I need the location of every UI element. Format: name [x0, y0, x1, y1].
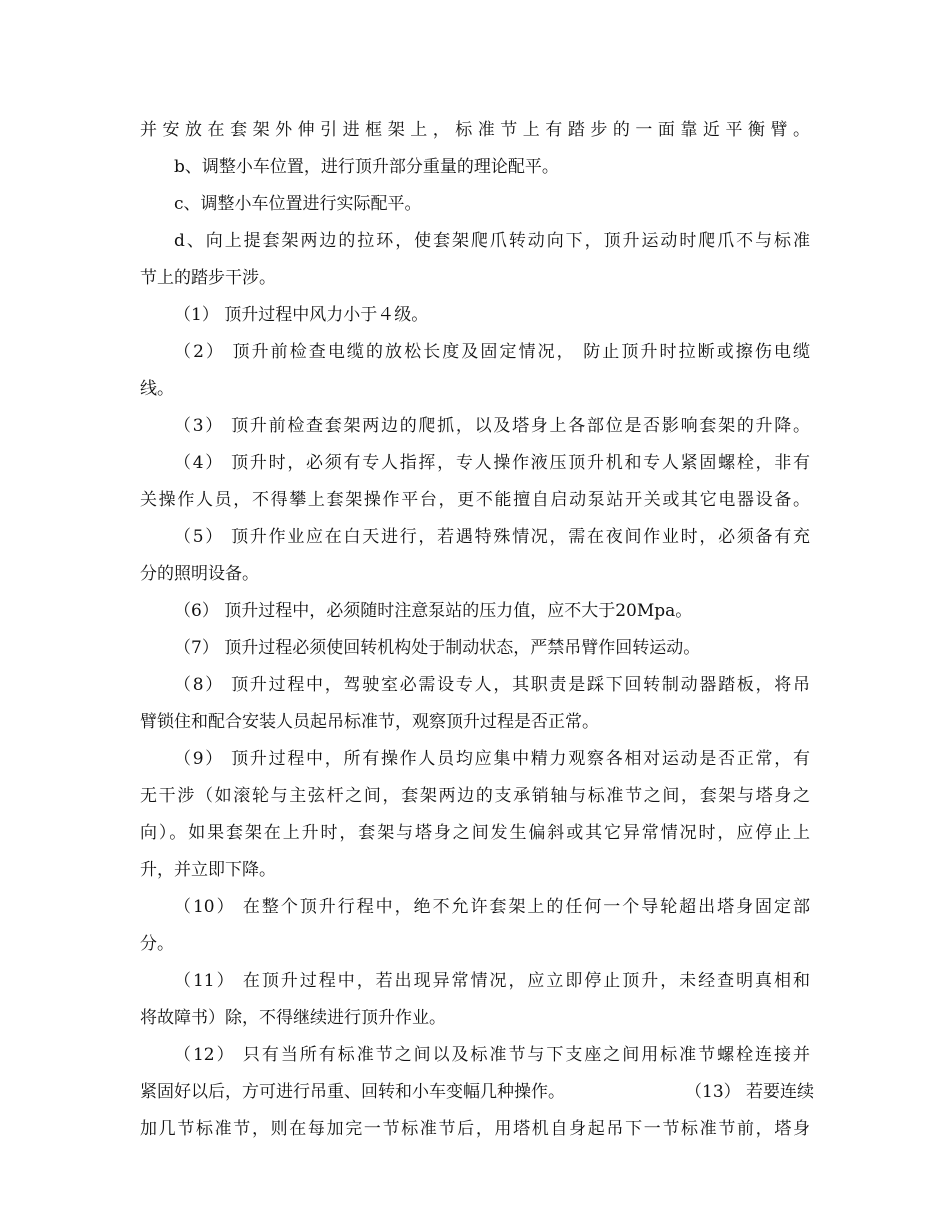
text-line-19: 无干涉（如滚轮与主弦杆之间，套架两边的支承销轴与标准节之间，套架与塔身之	[140, 786, 810, 806]
text-line-2: b、调整小车位置，进行顶升部分重量的理论配平。	[174, 157, 559, 177]
text-line-12: （5） 顶升作业应在白天进行，若遇特殊情况，需在夜间作业时，必须备有充	[174, 527, 810, 547]
text-line-1: 并安放在套架外伸引进框架上，标准节上有踏步的一面靠近平衡臂。	[140, 120, 810, 140]
text-line-17: 臂锁住和配合安装人员起吊标准节，观察顶升过程是否正常。	[140, 712, 599, 732]
text-line-7: （2） 顶升前检查电缆的放松长度及固定情况， 防止顶升时拉断或擦伤电缆	[174, 342, 810, 362]
text-line-28: 加几节标准节，则在每加完一节标准节后，用塔机自身起吊下一节标准节前，塔身	[140, 1119, 810, 1139]
text-line-10: （4） 顶升时，必须有专人指挥，专人操作液压顶升机和专人紧固螺栓，非有	[174, 453, 810, 473]
text-line-18: （9） 顶升过程中，所有操作人员均应集中精力观察各相对运动是否正常，有	[174, 749, 810, 769]
text-line-27-main: 紧固好以后，方可进行吊重、回转和小车变幅几种操作。	[140, 1082, 565, 1102]
text-line-8: 线。	[140, 379, 174, 399]
text-line-3: c、调整小车位置进行实际配平。	[174, 194, 422, 214]
text-line-21: 升，并立即下降。	[140, 860, 276, 880]
text-line-24: （11） 在顶升过程中，若出现异常情况，应立即停止顶升，未经查明真相和	[174, 971, 810, 991]
text-line-20: 向）。如果套架在上升时，套架与塔身之间发生偏斜或其它异常情况时，应停止上	[140, 823, 810, 843]
text-line-27-item-13: （13） 若要连续	[685, 1082, 815, 1102]
text-line-6: （1） 顶升过程中风力小于４级。	[174, 305, 429, 325]
text-line-9: （3） 顶升前检查套架两边的爬抓，以及塔身上各部位是否影响套架的升降。	[174, 416, 810, 436]
text-line-5: 节上的踏步干涉。	[140, 268, 276, 288]
text-line-26: （12） 只有当所有标准节之间以及标准节与下支座之间用标准节螺栓连接并	[174, 1045, 810, 1065]
text-line-22: （10） 在整个顶升行程中，绝不允许套架上的任何一个导轮超出塔身固定部	[174, 897, 810, 917]
text-line-4: d、向上提套架两边的拉环，使套架爬爪转动向下，顶升运动时爬爪不与标准	[174, 231, 810, 251]
text-line-14: （6） 顶升过程中，必须随时注意泵站的压力值，应不大于20Mpa。	[174, 601, 693, 621]
text-line-25: 将故障书）除，不得继续进行顶升作业。	[140, 1008, 446, 1028]
text-line-13: 分的照明设备。	[140, 564, 259, 584]
text-line-11: 关操作人员，不得攀上套架操作平台，更不能擅自启动泵站开关或其它电器设备。	[140, 490, 810, 510]
text-line-16: （8） 顶升过程中，驾驶室必需设专人，其职责是踩下回转制动器踏板，将吊	[174, 675, 810, 695]
text-line-15: （7） 顶升过程必须使回转机构处于制动状态，严禁吊臂作回转运动。	[174, 638, 701, 658]
text-line-27	[140, 1079, 815, 1105]
text-line-23: 分。	[140, 934, 174, 954]
